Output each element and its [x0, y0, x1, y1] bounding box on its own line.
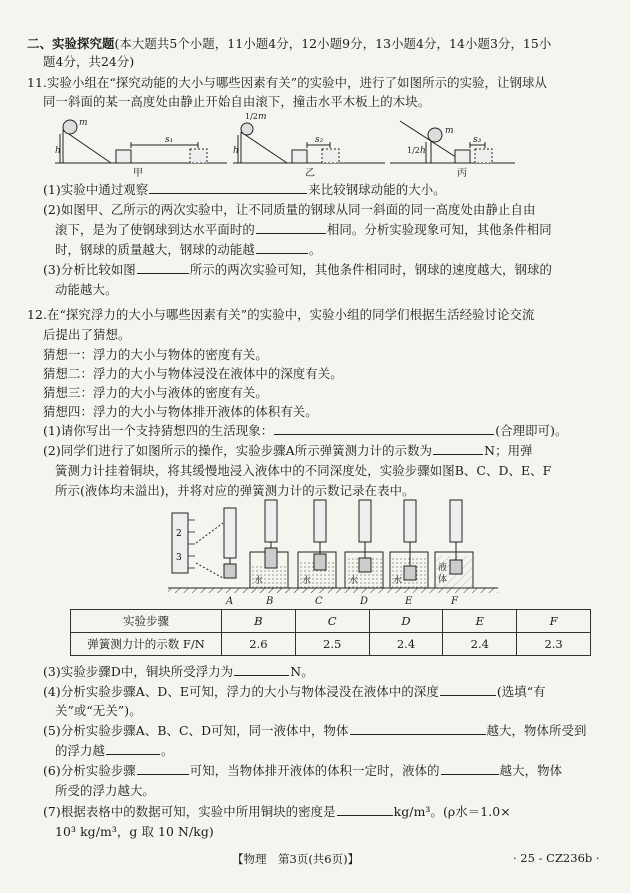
- q12-part-4-b: 关”或“无关”)。: [55, 703, 142, 718]
- water-label-c: 水: [302, 576, 312, 586]
- table-cell: 2.4: [369, 633, 443, 656]
- label-m-3: m: [445, 126, 454, 136]
- step-label-f: F: [451, 596, 458, 607]
- q12-figure: [168, 498, 498, 608]
- label-m-2: m: [258, 113, 267, 122]
- water-label-e: 水: [393, 576, 403, 586]
- q12-part-7-a: (7)根据表格中的数据可知，实验中所用铜块的密度是 kg/m³。(ρ水＝1.0×: [43, 804, 511, 819]
- table-cell: 2.5: [295, 633, 369, 656]
- table-cell: 2.3: [517, 633, 591, 656]
- label-half: 1/2: [245, 113, 258, 121]
- q11-stem-1: 11.实验小组在“探究动能的大小与哪些因素有关”的实验中，进行了如图所示的实验，让钢球从: [27, 75, 548, 90]
- q12-stem-2: 后提出了猜想。: [43, 327, 131, 342]
- step-label-b: B: [266, 596, 274, 607]
- table-cell: C: [295, 610, 369, 633]
- caption-yi: 乙: [305, 168, 315, 178]
- step-label-a: A: [226, 596, 234, 607]
- caption-bing: 丙: [457, 168, 467, 178]
- q12-part-6-b: 所受的浮力越大。: [55, 783, 155, 798]
- liquid-label-2: 体: [438, 575, 448, 585]
- q12-guess-3: 猜想三：浮力的大小与液体的密度有关。: [43, 385, 268, 400]
- label-m-1: m: [79, 118, 88, 128]
- q12-part-6-a: (6)分析实验步骤 可知，当物体排开液体的体积一定时，液体的 越大，物体: [43, 763, 563, 778]
- q12-part-2-a: (2)同学们进行了如图所示的操作，实验步骤A所示弹簧测力计的示数为 N；用弹: [43, 443, 533, 458]
- q12-guess-4: 猜想四：浮力的大小与物体排开液体的体积有关。: [43, 404, 318, 419]
- q11-part-1: (1)实验中通过观察 来比较钢球动能的大小。: [43, 182, 446, 197]
- label-h-2: h: [233, 146, 239, 156]
- table-head-steps: 实验步骤: [71, 610, 222, 633]
- dial-2: 2: [176, 529, 182, 539]
- table-row: [71, 633, 591, 656]
- table-cell: B: [222, 610, 296, 633]
- q11-part-2-a: (2)如图甲、乙所示的两次实验中，让不同质量的钢球从同一斜面的同一高度处由静止自由: [43, 202, 536, 217]
- label-h-3: h: [420, 146, 426, 156]
- label-s2: s₂: [315, 135, 324, 145]
- water-label-d: 水: [349, 576, 359, 586]
- step-label-e: E: [405, 596, 413, 607]
- dial-3: 3: [176, 553, 182, 563]
- q12-part-5-b: 的浮力越 。: [55, 743, 174, 758]
- q12-part-7-b: 10³ kg/m³，g 取 10 N/kg): [55, 824, 214, 839]
- section-header: [27, 36, 551, 52]
- q12-part-3: (3)实验步骤D中，铜块所受浮力为 N。: [43, 664, 314, 679]
- q12-part-4-a: (4)分析实验步骤A、D、E可知，浮力的大小与物体浸没在液体中的深度 (选填“有: [43, 684, 546, 699]
- table-cell: 2.6: [222, 633, 296, 656]
- q12-part-2-b: 簧测力计挂着铜块，将其缓慢地浸入液体中的不同深度处，实验步骤如图B、C、D、E、F: [55, 463, 552, 478]
- q11-part-2-c: 时，钢球的质量越大，钢球的动能越 。: [55, 242, 322, 257]
- table-row: [71, 610, 591, 633]
- q12-part-2-c: 所示(液体均未溢出)，并将对应的弹簧测力计的示数记录在表中。: [55, 483, 415, 498]
- table-cell: F: [517, 610, 591, 633]
- liquid-label-1: 液: [438, 563, 448, 573]
- label-s1: s₁: [165, 135, 174, 145]
- footer-code: · 25 - CZ236b ·: [513, 851, 600, 865]
- section-note-2: 题4分，共24分): [43, 54, 135, 69]
- q12-part-5-a: (5)分析实验步骤A、B、C、D可知，同一液体中，物体 越大，物体所受到: [43, 723, 587, 738]
- table-cell: D: [369, 610, 443, 633]
- step-label-c: C: [315, 596, 323, 607]
- table-head-force: 弹簧测力计的示数 F/N: [71, 633, 222, 656]
- label-half-3: 1/2: [407, 146, 420, 155]
- footer-page-label: 【物理 第3页(共6页)】: [232, 852, 360, 866]
- q12-stem-1: 12.在“探究浮力的大小与哪些因素有关”的实验中，实验小组的同学们根据生活经验讨论交流: [27, 307, 535, 322]
- q11-part-3-b: 动能越大。: [55, 282, 118, 297]
- table-cell: E: [443, 610, 517, 633]
- q11-part-3-a: (3)分析比较如图 所示的两次实验可知，其他条件相同时，钢球的速度越大，钢球的: [43, 262, 553, 277]
- q11-figure: [55, 113, 595, 178]
- label-h-1: h: [55, 146, 61, 156]
- data-table: [70, 609, 591, 656]
- label-s3: s₃: [473, 135, 482, 145]
- section-title: 二、实验探究题: [27, 36, 115, 51]
- table-cell: 2.4: [443, 633, 517, 656]
- caption-jia: 甲: [133, 168, 143, 178]
- q11-stem-2: 同一斜面的某一高度处由静止开始自由滚下，撞击水平木板上的木块。: [43, 94, 431, 109]
- water-label-b: 水: [254, 576, 264, 586]
- q12-guess-1: 猜想一：浮力的大小与物体的密度有关。: [43, 347, 268, 362]
- q11-part-2-b: 滚下，是为了使钢球到达水平面时的 相同。分析实验现象可知，其他条件相同: [55, 222, 552, 237]
- section-note: (本大题共5个小题，11小题4分，12小题9分，13小题4分，14小题3分，15小: [114, 36, 552, 51]
- q12-guess-2: 猜想二：浮力的大小与物体浸没在液体中的深度有关。: [43, 366, 343, 381]
- step-label-d: D: [360, 596, 369, 607]
- q12-part-1: (1)请你写出一个支持猜想四的生活现象： (合理即可)。: [43, 423, 568, 438]
